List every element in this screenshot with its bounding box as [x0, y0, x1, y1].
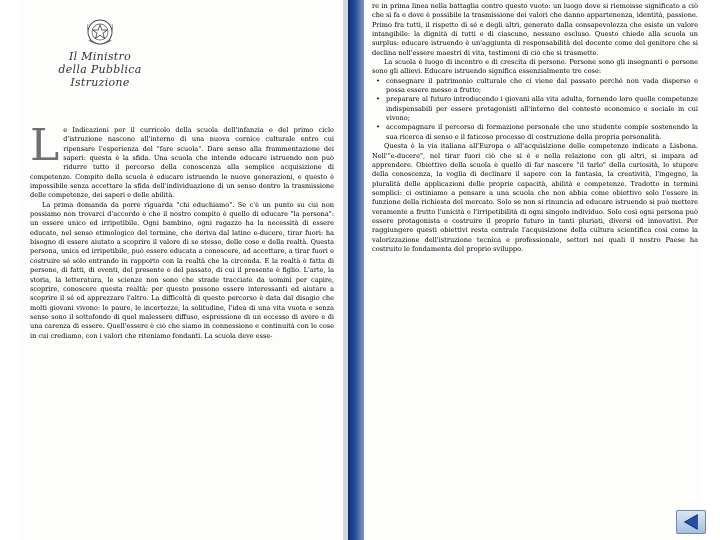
back-button[interactable]: [676, 510, 706, 534]
outer-margin: [0, 0, 22, 540]
list-item: • accompagnare il percorso di formazione personale che uno studente compie sostenendo la sua ricerca di senso e il faticoso processo di costruzione della propria personalità.: [386, 123, 698, 142]
ministry-title-line1: Il Ministro: [69, 50, 131, 63]
drop-cap: L: [30, 120, 60, 171]
list-item: • consegnare il patrimonio culturale che ci viene dal passato perché non vada disperso e possa essere messo a frutto;: [386, 77, 698, 96]
paragraph: e Indicazioni per il curricolo della scuola dell'infanzia e del primo ciclo d'istruzione nascono all'interno di una nuova cornice culturale entro cui ripensare l'esperienza del "fare scuola". Dare senso alla frammentazione dei saperi: questa è la sfida. Una scuola che intende educare istruendo non può ridurre tutto il percorso della conoscenza alla semplice acquisizione di competenze. Compito della scuola è educare istruendo le nuove generazioni, e questo è impossibile senza accettare la sfida dell'individuazione di un senso dentro la trasmissione delle competenze, dei saperi e delle abilità.: [30, 126, 334, 200]
bullet-list: [372, 77, 698, 142]
paragraph: La prima domanda da porre riguarda "chi educhiamo". Se c'è un punto su cui non possiamo non trovarci d'accordo è che il nostro compito è quello di educare "la persona": un essere unico ed irripetibile. Ogni bambino, ogni ragazzo ha la necessità di essere educato, nel senso etimologico del termine, che deriva dal latino e-ducere, tirar fuori: ha bisogno di essere aiutato a scoprire il valore di se stesso, delle cose e della realtà. Questa persona, unica ed irripetibile, può essere educata a conoscere, ad accettare, a tirar fuori e costruire sé solo entrando in rapporto con la realtà che la circonda. E la realtà è fatta di persone, di fatti, di eventi, del presente e del passato, di cui il presente è figlio. L'arte, la storia, la letteratura, le scienze non sono che strade tracciate da uomini per capire, scoprire, conoscere questa realtà: per questo possono essere interessanti ed aiutare a scoprire il sé ed apprezzare l'altro. La difficoltà di questo percorso è data dal disagio che molti giovani vivono: le paure, le incertezze, la solitudine, l'idea di una vita vuota e senza senso sono il sottofondo di quel malessere diffuso, espressione di un eccesso di avere e di una carenza di essere. Quell'essere è ciò che siamo in connessione e continuità con le cose in cui crediamo, con i valori che riteniamo fondanti. La scuola deve esse-: [30, 200, 334, 340]
paragraph: La scuola è luogo di incontro e di crescita di persone. Persone sono gli insegnanti e persone sono gli allievi. Educare istruendo significa essenzialmente tre cose:: [372, 58, 698, 76]
book-gutter: [348, 0, 364, 540]
paragraph: Questa è la via italiana all'Europa e all'acquisizione delle competenze indicate a Lisbona. Nell'"e-ducere", nel tirar fuori ciò che si è e nella relazione con gli altri, si impara ad apprendere. Obiettivo della scuola è quello di far nascere "il tarlo" della curiosità, lo stupore della conoscenza, la voglia di declinare il sapere con la fantasia, la creatività, l'ingegno, la pluralità delle applicazioni delle proprie capacità, abilità e competenze. Tradotto in termini semplici: ci ostiniamo a pensare a una scuola che non abbia come obiettivo solo l'essere in funzione della richiesta del mercato. Solo se non si rinuncia ad educare istruendo si può mettere veramente a frutto l'unicità e l'irripetibilità di ogni singolo individuo. Solo così ogni persona può essere protagonista e costruire il proprio futuro in tanti pluriati, diversi ed innovativi. Per raggiungere questi obiettivi resta centrale l'acquisizione della cultura scientifica così come la valorizzazione dell'istruzione tecnica e professionale, settori nei quali il nostro Paese ha costruito le fondamenta del proprio sviluppo.: [372, 142, 698, 253]
list-item: • preparare al futuro introducendo i giovani alla vita adulta, fornendo loro quelle competenze indispensabili per essere protagonisti all'interno del contesto economico e sociale in cui vivono;: [386, 95, 698, 123]
paragraph: re in prima linea nella battaglia contro questo vuoto: un luogo dove si riemoisse significato a ciò che si fa e dove è possibile la trasmissione dei valori che danno appartenenza, identità, passione. Primo fra tutti, il rispetto di sé e degli altri, generato dalla consapevolezza che esiste un valore intangibile: la dignità di tutti e di ciascuno, nessuno escluso. Questo chiede alla scuola un surplus: educare istruendo è un'aggiunta di responsabilità del docente come del genitore che si declina nell'essere maestri di vita, testimoni di ciò che si trasmette.: [372, 2, 698, 57]
italian-republic-emblem-icon: [84, 16, 116, 48]
left-page-text: [30, 120, 334, 341]
ministry-title-line2: della Pubblica Istruzione: [58, 63, 142, 89]
triangle-left-icon: [677, 511, 705, 533]
ministry-header: [30, 16, 170, 98]
right-page-text: [372, 2, 698, 254]
